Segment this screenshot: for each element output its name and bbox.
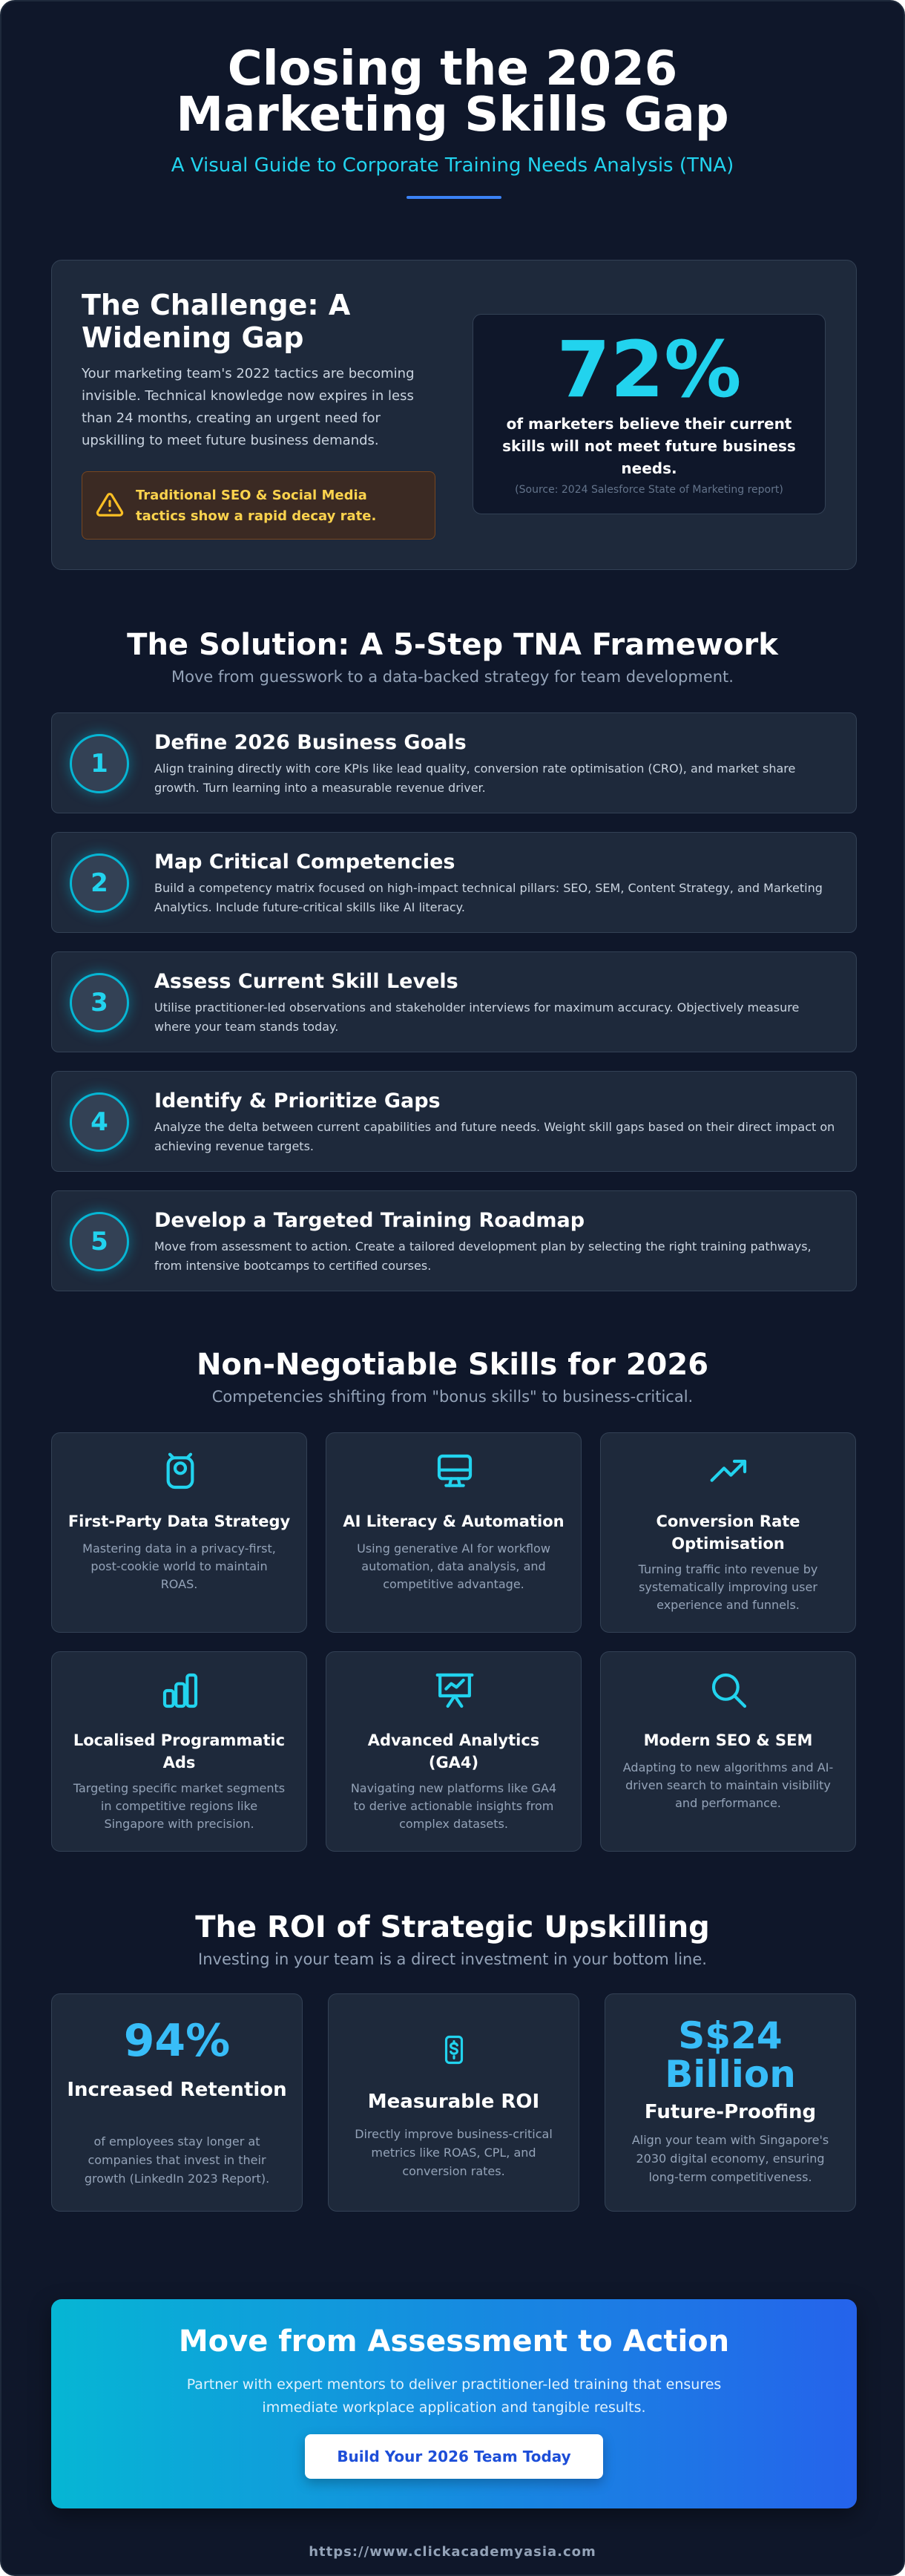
footer-url-link[interactable]: https://www.clickacademyasia.com	[309, 2544, 596, 2560]
skill-description: Mastering data in a privacy-first, post-cookie world to maintain ROAS.	[82, 1541, 276, 1591]
stat-description: of marketers believe their current skills will not meet future business needs.	[502, 415, 796, 477]
skill-title: First-Party Data Strategy	[68, 1513, 291, 1530]
warning-text: Traditional SEO & Social Media tactics show a rapid decay rate.	[136, 488, 377, 524]
build-team-button[interactable]: Build Your 2026 Team Today	[305, 2434, 603, 2479]
title-divider	[407, 196, 501, 199]
step-number-badge: 2	[70, 853, 129, 913]
skills-heading: Non-Negotiable Skills for 2026	[196, 1348, 709, 1382]
skill-card	[600, 1432, 856, 1633]
solution-subheading: Move from guesswork to a data-backed strategy for team development.	[171, 668, 734, 686]
cta-body: Partner with expert mentors to deliver practitioner-led training that ensures immediate workplace application and tangible results.	[186, 2376, 722, 2416]
skill-description: Turning traffic into revenue by systematically improving user experience and funnels.	[638, 1562, 818, 1612]
challenge-body: Your marketing team's 2022 tactics are becoming invisible. Technical knowledge now expires in less than 24 months, creating an urgent need for upskilling to meet future business demands.	[82, 366, 415, 448]
skill-card	[51, 1432, 307, 1633]
presentation-chart-icon	[434, 1670, 475, 1711]
step-card	[51, 712, 857, 813]
step-description: Align training directly with core KPIs like lead quality, conversion rate optimisation (CRO), and market share growth. Turn learning into a measurable revenue driver.	[154, 761, 796, 795]
step-card	[51, 832, 857, 933]
step-description: Move from assessment to action. Create a tailored development plan by selecting the right training pathways, from intensive bootcamps to certified courses.	[154, 1239, 812, 1273]
step-title: Define 2026 Business Goals	[154, 731, 467, 754]
shield-data-icon	[159, 1451, 201, 1492]
bar-chart-icon	[159, 1670, 201, 1711]
skill-card	[326, 1432, 582, 1633]
roi-title: Increased Retention	[67, 2079, 287, 2101]
stat-value: 72%	[556, 324, 742, 415]
roi-title: Measurable ROI	[367, 2091, 540, 2113]
step-title: Map Critical Competencies	[154, 851, 455, 874]
step-title: Identify & Prioritize Gaps	[154, 1089, 441, 1112]
skill-card	[600, 1651, 856, 1852]
page-title: Closing the 2026 Marketing Skills Gap	[176, 42, 729, 142]
roi-value: S$24 Billion	[665, 2014, 796, 2096]
roi-card	[51, 1993, 303, 2212]
warning-triangle-icon	[96, 491, 124, 519]
skill-title: Modern SEO & SEM	[643, 1731, 813, 1749]
challenge-heading: The Challenge: A Widening Gap	[82, 289, 351, 354]
roi-description: of employees stay longer at companies that invest in their growth (LinkedIn 2023 Report).	[84, 2134, 270, 2186]
skill-description: Targeting specific market segments in competitive regions like Singapore with precision.	[73, 1781, 286, 1831]
step-number-badge: 3	[70, 973, 129, 1032]
roi-heading: The ROI of Strategic Upskilling	[195, 1910, 710, 1944]
roi-description: Align your team with Singapore's 2030 digital economy, ensuring long-term competitiveness.	[631, 2133, 829, 2184]
skill-description: Adapting to new algorithms and AI-driven search to maintain visibility and performance.	[622, 1760, 834, 1810]
step-description: Analyze the delta between current capabilities and future needs. Weight skill gaps based on their direct impact on achieving revenue targets.	[154, 1120, 835, 1153]
skills-subheading: Competencies shifting from "bonus skills" to business-critical.	[211, 1388, 694, 1406]
challenge-section	[51, 260, 857, 570]
skill-title: AI Literacy & Automation	[343, 1513, 565, 1530]
skill-title: Conversion Rate Optimisation	[656, 1513, 800, 1553]
stat-card	[473, 314, 826, 514]
step-card	[51, 1190, 857, 1291]
trending-up-icon	[708, 1451, 750, 1492]
skill-title: Localised Programmatic Ads	[73, 1731, 286, 1772]
skill-card	[326, 1651, 582, 1852]
stat-source: (Source: 2024 Salesforce State of Marketing report)	[515, 484, 783, 496]
step-card	[51, 1071, 857, 1172]
step-description: Build a competency matrix focused on high-impact technical pillars: SEO, SEM, Content Strategy, and Marketing Analytics. Include future-critical skills like AI literacy.	[154, 881, 823, 914]
step-number-badge: 5	[70, 1212, 129, 1271]
step-title: Assess Current Skill Levels	[154, 970, 458, 993]
step-number-badge: 1	[70, 734, 129, 793]
skill-description: Using generative AI for workflow automation, data analysis, and competitive advantage.	[357, 1541, 550, 1591]
page-subtitle: A Visual Guide to Corporate Training Needs Analysis (TNA)	[171, 154, 734, 177]
dollar-icon	[438, 2034, 470, 2065]
step-title: Develop a Targeted Training Roadmap	[154, 1209, 585, 1232]
roi-value: 94%	[123, 2015, 231, 2067]
solution-heading: The Solution: A 5-Step TNA Framework	[127, 628, 778, 662]
roi-subheading: Investing in your team is a direct investment in your bottom line.	[198, 1950, 707, 1968]
step-number-badge: 4	[70, 1092, 129, 1152]
cta-heading: Move from Assessment to Action	[178, 2324, 730, 2359]
skill-card	[51, 1651, 307, 1852]
roi-description: Directly improve business-critical metrics like ROAS, CPL, and conversion rates.	[355, 2127, 553, 2178]
cta-section	[51, 2299, 857, 2508]
skill-description: Navigating new platforms like GA4 to derive actionable insights from complex datasets.	[350, 1781, 557, 1831]
roi-card	[328, 1993, 579, 2212]
step-description: Utilise practitioner-led observations and stakeholder interviews for maximum accuracy. Objectively measure where your team stands today.	[154, 1000, 800, 1034]
warning-callout	[82, 471, 435, 540]
search-icon	[708, 1670, 750, 1711]
roi-title: Future-Proofing	[644, 2101, 817, 2123]
roi-card	[605, 1993, 856, 2212]
skill-title: Advanced Analytics (GA4)	[367, 1731, 540, 1772]
step-card	[51, 951, 857, 1052]
monitor-icon	[434, 1451, 475, 1492]
